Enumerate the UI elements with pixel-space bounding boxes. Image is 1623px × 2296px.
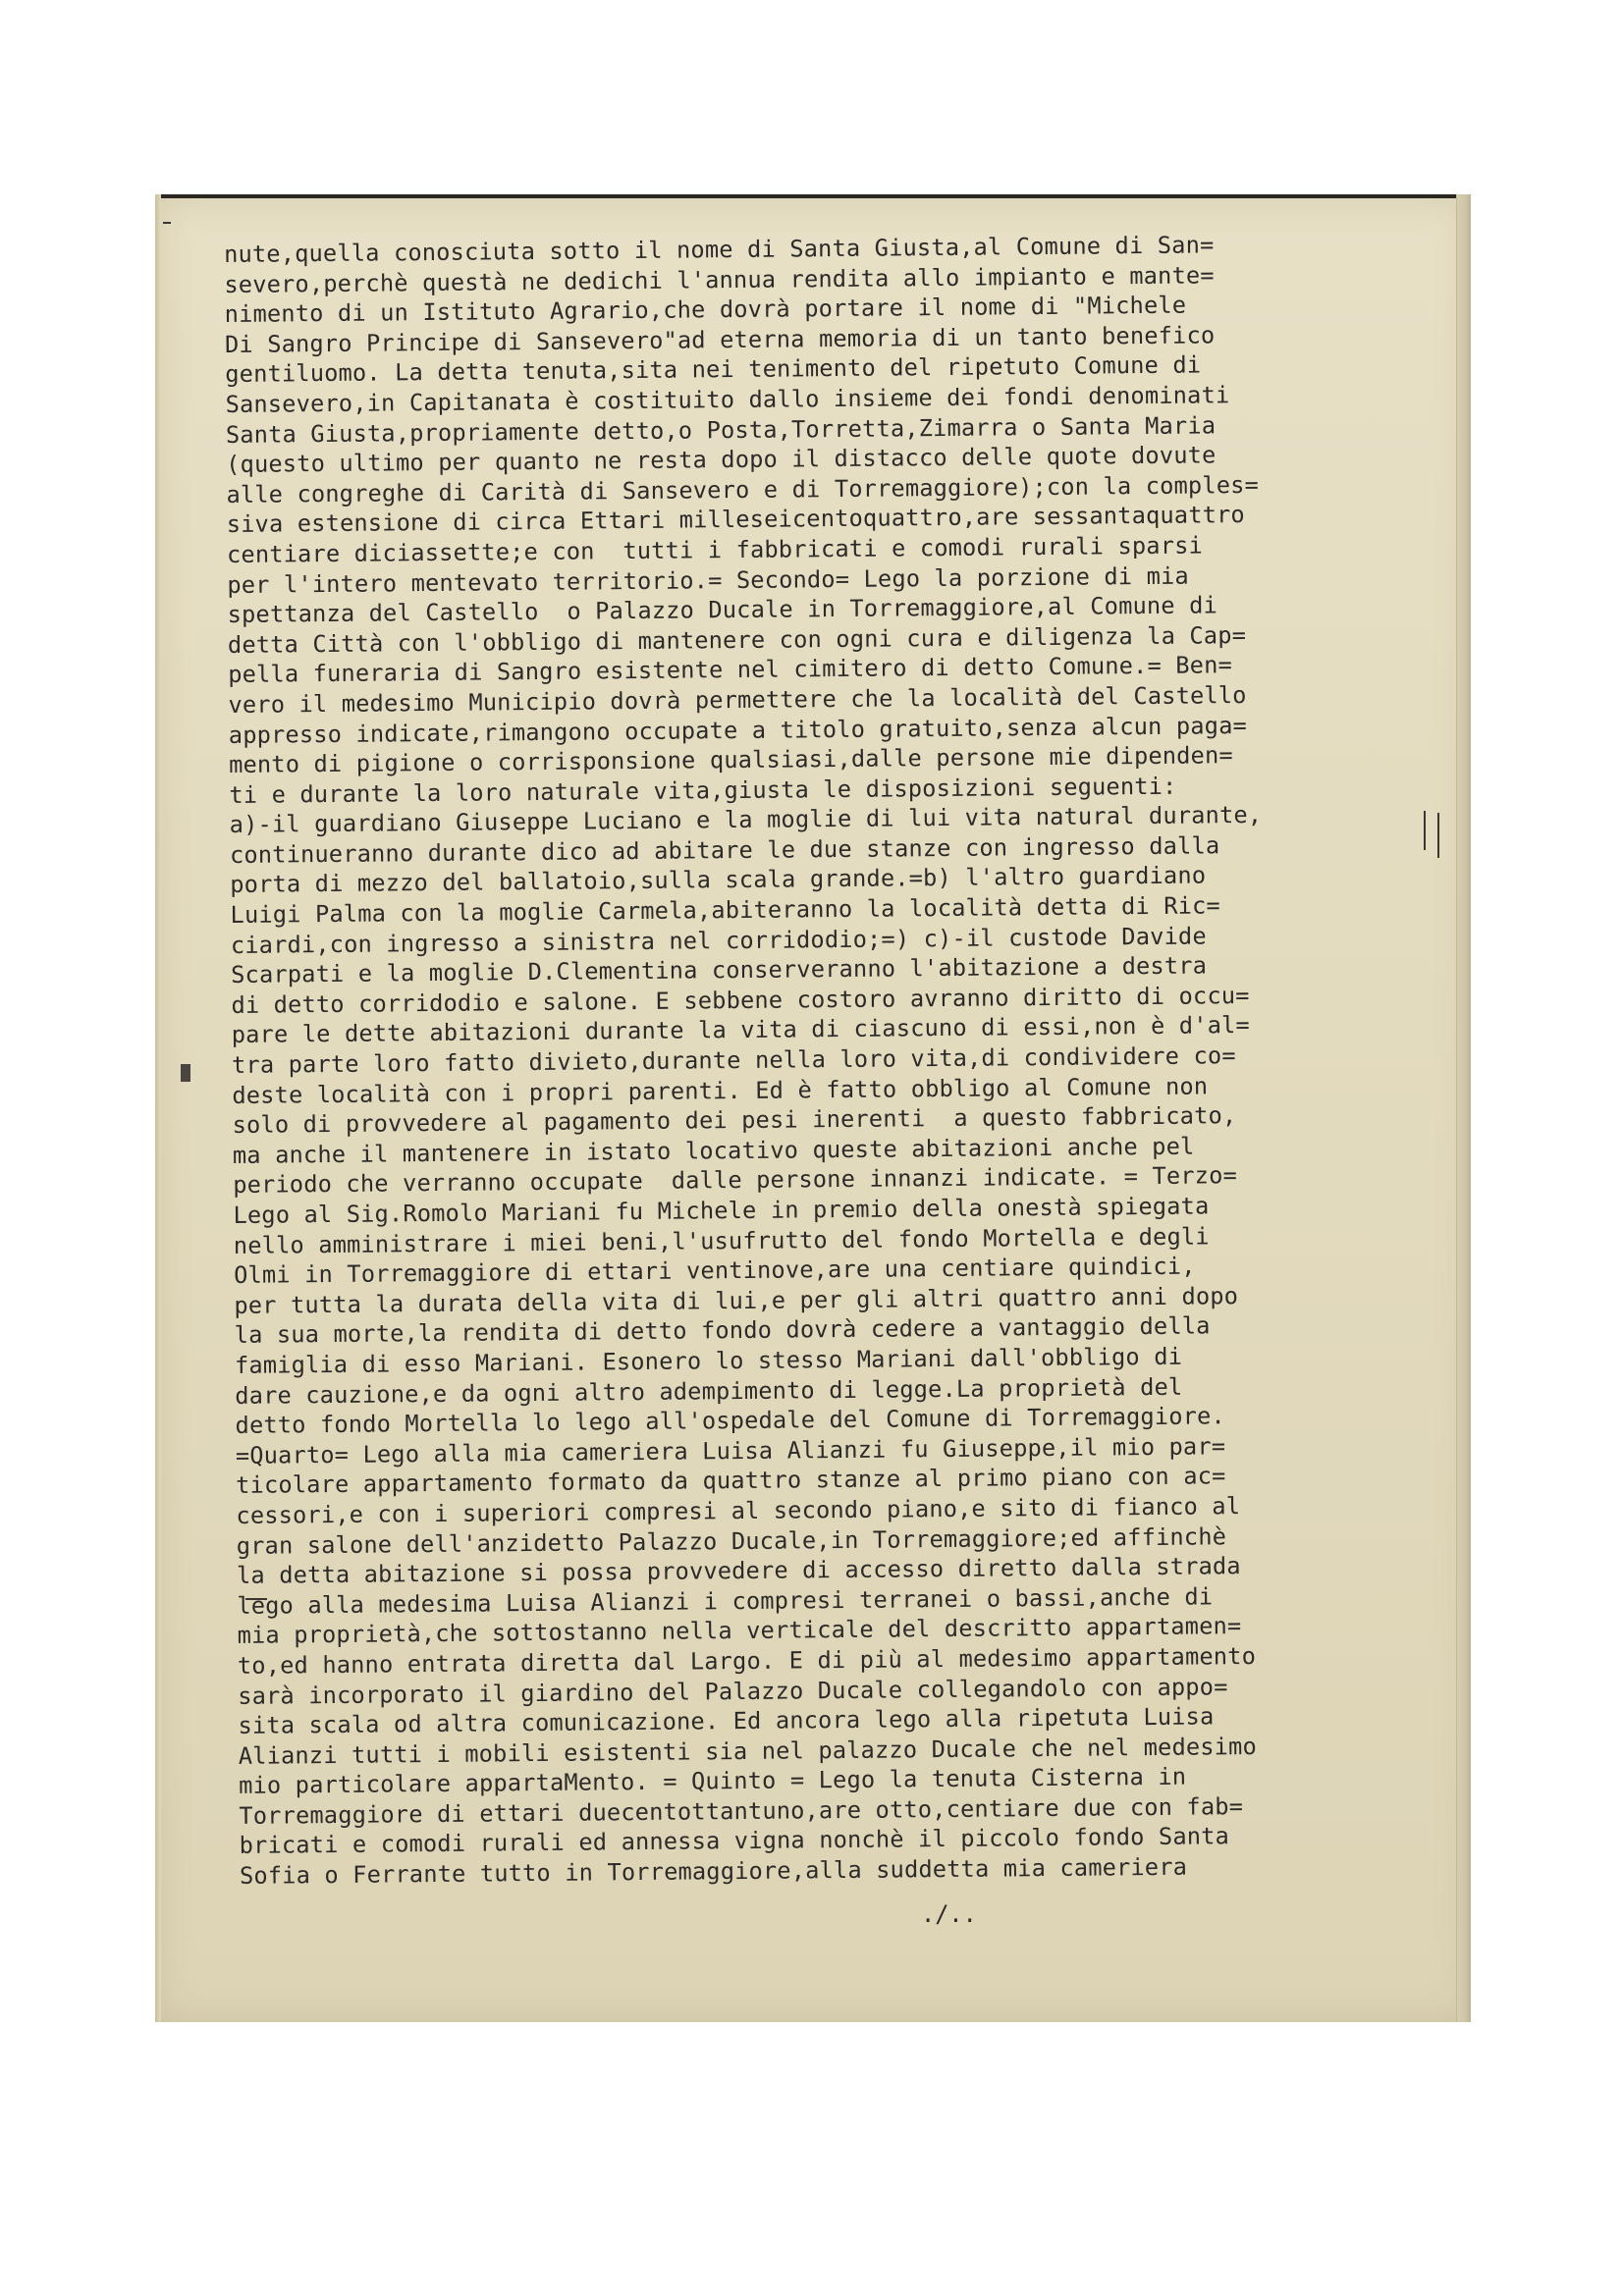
text-line: =Quarto= Lego alla mia cameriera Luisa Alianzi fu Giuseppe,il mio par= [235, 1432, 1226, 1469]
text-line: ma anche il mantenere in istato locativo queste abitazioni anche pel [232, 1132, 1195, 1169]
text-line: ciardi,con ingresso a sinistra nel corridodio;=) c)-il custode Davide [230, 922, 1207, 959]
text-line: detto fondo Mortella lo lego all'ospedale del Comune di Torremaggiore. [235, 1402, 1226, 1440]
margin-mark [181, 1064, 190, 1082]
text-line: pare le dette abitazioni durante la vita di ciascuno di essi,non è d'al= [231, 1011, 1251, 1049]
text-line: detta Città con l'obbligo di mantenere con ogni cura e diligenza la Cap= [227, 620, 1247, 659]
text-line: gran salone dell'anzidetto Palazzo Ducale,in Torremaggiore;ed affinchè [236, 1522, 1227, 1560]
text-line: nello amministrare i miei beni,l'usufrutto del fondo Mortella e degli [233, 1222, 1210, 1259]
text-line: per tutta la durata della vita di lui,e per gli altri quattro anni dopo [234, 1281, 1239, 1319]
text-line: Alianzi tutti i mobili esistenti sia nel palazzo Ducale che nel medesimo [238, 1732, 1258, 1770]
margin-mark [1437, 813, 1439, 858]
text-line: cessori,e con i superiori compresi al secondo piano,e sito di fianco al [236, 1492, 1241, 1529]
continuation-mark: ./.. [921, 1900, 977, 1928]
text-line: mio particolare appartaMento. = Quinto = Lego la tenuta Cisterna in [238, 1762, 1187, 1800]
text-line: gentiluomo. La detta tenuta,sita nei tenimento del ripetuto Comune di [225, 350, 1202, 389]
text-line: solo di provvedere al pagamento dei pesi inerenti a questo fabbricato, [232, 1101, 1237, 1140]
text-line: alle congreghe di Carità di Sansevero e di Torremaggiore);con la comples= [226, 470, 1260, 508]
typewritten-text-block [224, 228, 1447, 1891]
text-line: mento di pigione o corrisponsione qualsiasi,dalle persone mie dipenden= [229, 741, 1233, 779]
text-line: sita scala od altra comunicazione. Ed ancora lego alla ripetuta Luisa [238, 1702, 1215, 1740]
text-line: lego alla medesima Luisa Alianzi i compresi terranei o bassi,anche di [237, 1582, 1214, 1620]
text-line: la detta abitazione si possa provvedere di accesso diretto dalla strada [236, 1552, 1241, 1590]
text-line: severo,perchè questà ne dedichi l'annua rendita allo impianto e mante= [224, 260, 1215, 298]
page-top-edge [155, 194, 1471, 198]
typewritten-page [155, 194, 1471, 2022]
text-line: to,ed hanno entrata diretta dal Largo. E di più al medesimo appartamento [237, 1641, 1257, 1680]
text-line: Santa Giusta,propriamente detto,o Posta,Torretta,Zimarra o Santa Maria [225, 410, 1217, 449]
text-line: centiare diciassette;e con tutti i fabbricati e comodi rurali sparsi [226, 531, 1204, 568]
text-line: nute,quella conosciuta sotto il nome di Santa Giusta,al Comune di San= [224, 231, 1215, 268]
text-line: siva estensione di circa Ettari milleseicentoquattro,are sessantaquattro [226, 501, 1246, 539]
text-line: la sua morte,la rendita di detto fondo dovrà cedere a vantaggio della [234, 1311, 1211, 1350]
text-line: periodo che verranno occupate dalle persone innanzi indicate. = Terzo= [233, 1161, 1238, 1200]
text-line: mia proprietà,che sottostanno nella verticale del descritto appartamen= [237, 1612, 1242, 1650]
text-line: Sansevero,in Capitanata è costituito dallo insieme dei fondi denominati [225, 381, 1230, 418]
page-left-edge [155, 194, 161, 2022]
text-line: dare cauzione,e da ogni altro adempimento di legge.La proprietà del [235, 1372, 1183, 1410]
text-line: (questo ultimo per quanto ne resta dopo il distacco delle quote dovute [226, 441, 1217, 479]
text-line: vero il medesimo Municipio dovrà permettere che la località del Castello [228, 680, 1247, 719]
text-line: nimento di un Istituto Agrario,che dovrà portare il nome di "Michele [224, 291, 1187, 329]
text-line: Lego al Sig.Romolo Mariani fu Michele in premio della onestà spiegata [233, 1192, 1210, 1229]
text-line: continueranno durante dico ad abitare le due stanze con ingresso dalla [229, 831, 1220, 869]
text-line: famiglia di esso Mariani. Esonero lo stesso Mariani dall'obbligo di [234, 1342, 1183, 1379]
text-line: appresso indicate,rimangono occupate a titolo gratuito,senza alcun paga= [228, 711, 1248, 749]
text-line: sarà incorporato il giardino del Palazzo Ducale collegandolo con appo= [238, 1672, 1228, 1710]
text-line: deste località con i propri parenti. Ed è fatto obbligo al Comune non [232, 1072, 1209, 1109]
text-line: bricati e comodi rurali ed annessa vigna nonchè il piccolo fondo Santa [239, 1822, 1230, 1860]
text-line: di detto corridodio e salone. E sebbene costoro avranno diritto di occu= [231, 981, 1250, 1019]
text-line: tra parte loro fatto divieto,durante nella loro vita,di condividere co= [231, 1041, 1236, 1079]
text-line: Scarpati e la moglie D.Clementina conserveranno l'abitazione a destra [231, 951, 1208, 989]
text-line: Sofia o Ferrante tutto in Torremaggiore,alla suddetta mia cameriera [239, 1852, 1188, 1890]
text-line: Torremaggiore di ettari duecentottantuno,are otto,centiare due con fab= [239, 1791, 1244, 1830]
text-line: Olmi in Torremaggiore di ettari ventinove,are una centiare quindici, [233, 1252, 1196, 1290]
text-line: Luigi Palma con la moglie Carmela,abiteranno la località detta di Ric= [230, 891, 1221, 930]
margin-mark [163, 222, 171, 224]
text-line: per l'intero mentevato territorio.= Secondo= Lego la porzione di mia [227, 561, 1189, 599]
text-line: ti e durante la loro naturale vita,giusta le disposizioni seguenti: [229, 772, 1177, 809]
text-line: pella funeraria di Sangro esistente nel cimitero di detto Comune.= Ben= [228, 651, 1233, 689]
page-right-edge [1456, 194, 1471, 2022]
text-line: Di Sangro Principe di Sansevero"ad eterna memoria di un tanto benefico [224, 321, 1216, 358]
text-line: a)-il guardiano Giuseppe Luciano e la moglie di lui vita natural durante, [229, 801, 1263, 839]
text-line: spettanza del Castello o Palazzo Ducale in Torremaggiore,al Comune di [227, 591, 1218, 629]
text-line: ticolare appartamento formato da quattro stanze al primo piano con ac= [236, 1462, 1226, 1500]
text-line: porta di mezzo del ballatoio,sulla scala grande.=b) l'altro guardiano [230, 861, 1207, 899]
